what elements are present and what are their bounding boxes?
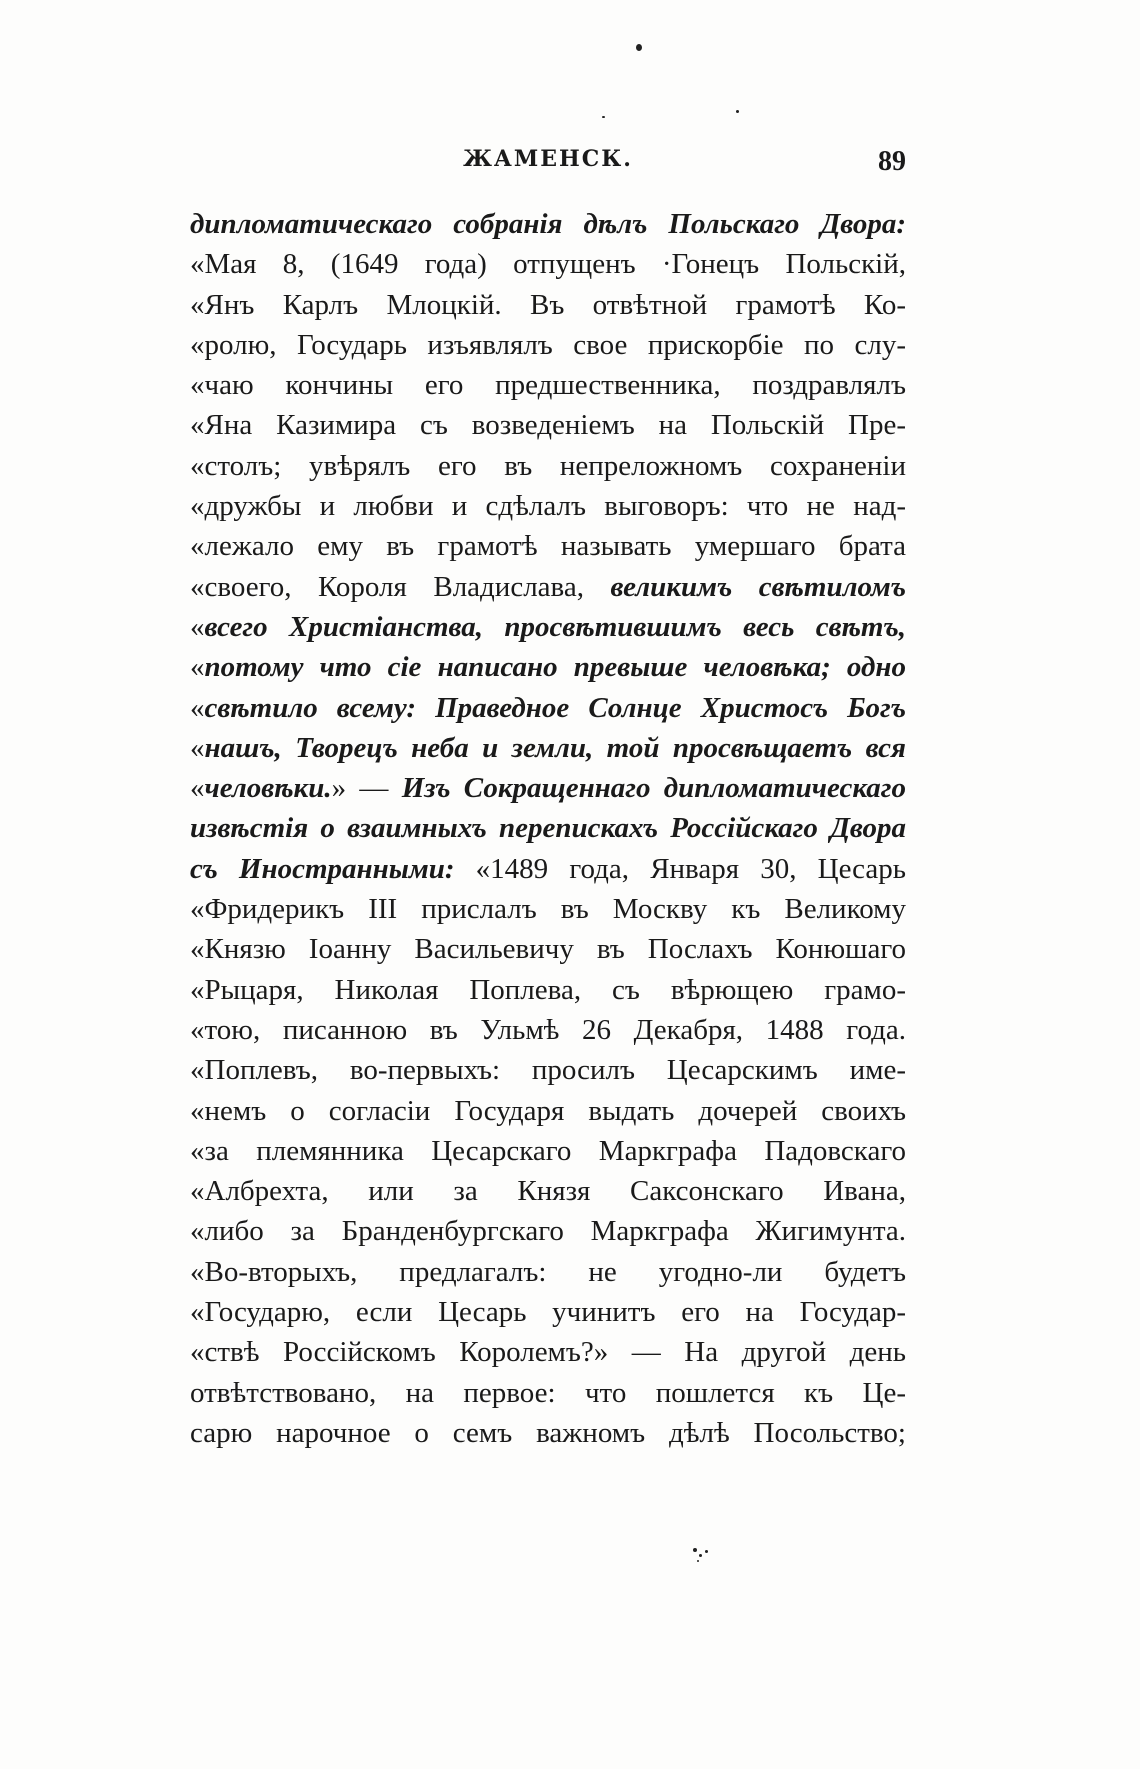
roman-text: « xyxy=(190,651,205,684)
text-line xyxy=(190,325,906,365)
roman-text: сарю нарочное о семъ важномъ дѣлѣ Посольство; xyxy=(190,1416,906,1449)
roman-text: «чаю кончины его предшественника, поздравлялъ xyxy=(190,369,906,402)
text-line xyxy=(190,1292,906,1332)
text-line xyxy=(190,728,906,768)
page-number: 89 xyxy=(878,146,906,177)
text-line xyxy=(190,204,906,244)
italic-text: нашъ, Творецъ неба и земли, той просвѣщаетъ вся xyxy=(204,731,906,764)
text-line xyxy=(190,1211,906,1251)
italic-text: Изъ Сокращеннаго дипломатическаго xyxy=(401,772,906,805)
ink-speck xyxy=(697,1560,699,1562)
italic-text: великимъ свѣтиломъ xyxy=(610,570,906,603)
running-head: ЖАМЕНСК. xyxy=(463,146,633,172)
text-line xyxy=(190,1373,906,1413)
ink-speck xyxy=(705,1550,708,1553)
text-line xyxy=(190,285,906,325)
ink-speck xyxy=(693,1548,697,1552)
text-line xyxy=(190,405,906,445)
text-line xyxy=(190,1332,906,1372)
roman-text: «Государю, если Цесарь учинитъ его на Государ- xyxy=(190,1296,906,1329)
roman-text: «Князю Іоанну Васильевичу въ Послахъ Конюшаго xyxy=(190,933,906,966)
roman-text: «Поплевъ, во-первыхъ: просилъ Цесарскимъ име- xyxy=(190,1054,906,1087)
text-line xyxy=(190,607,906,647)
roman-text: » — xyxy=(331,772,402,805)
ink-speck xyxy=(736,110,739,113)
text-line xyxy=(190,970,906,1010)
roman-text: «1489 года, Января 30, Цесарь xyxy=(454,852,906,885)
roman-text: «Фридерикъ III прислалъ въ Москву къ Великому xyxy=(190,893,906,926)
ink-speck xyxy=(699,1554,702,1557)
roman-text: « xyxy=(190,610,205,643)
text-line xyxy=(190,688,906,728)
roman-text: « xyxy=(190,772,205,805)
text-line xyxy=(190,567,906,607)
text-line xyxy=(190,526,906,566)
roman-text: «своего, Короля Владислава, xyxy=(190,570,611,603)
italic-text: дипломатическаго собранія дѣлъ Польскаго Двора: xyxy=(190,208,906,240)
italic-text: съ Иностранными: xyxy=(190,852,455,885)
italic-text: всего Христіанства, просвѣтившимъ весь свѣтъ, xyxy=(204,610,906,643)
italic-text: извѣстія о взаимныхъ перепискахъ Россійскаго Двора xyxy=(190,812,906,845)
text-line xyxy=(190,1171,906,1211)
roman-text: «Янъ Карлъ Млоцкій. Въ отвѣтной грамотѣ Ко- xyxy=(190,288,906,321)
roman-text: отвѣтствовано, на первое: что пошлется къ Це- xyxy=(190,1376,906,1409)
text-line xyxy=(190,244,906,284)
text-line xyxy=(190,889,906,929)
text-line xyxy=(190,929,906,969)
roman-text: « xyxy=(190,731,205,764)
roman-text: «Во-вторыхъ, предлагалъ: не угодно-ли будетъ xyxy=(190,1255,906,1288)
roman-text: « xyxy=(190,691,205,724)
text-line xyxy=(190,1050,906,1090)
text-line xyxy=(190,486,906,526)
roman-text: «дружбы и любви и сдѣлалъ выговоръ: что не над- xyxy=(190,490,906,523)
roman-text: «столъ; увѣрялъ его въ непреложномъ сохраненіи xyxy=(190,449,906,482)
roman-text: «Албрехта, или за Князя Саксонскаго Ивана, xyxy=(190,1175,906,1208)
italic-text: свѣтило всему: Праведное Солнце Христосъ Богъ xyxy=(204,691,906,724)
roman-text: «Мая 8, (1649 года) отпущенъ ·Гонецъ Польскій, xyxy=(190,248,906,281)
page-header xyxy=(190,146,906,186)
italic-text: потому что сіе написано превыше человѣка; одно xyxy=(204,651,906,684)
roman-text: «ствѣ Россійскомъ Королемъ?» — На другой день xyxy=(190,1336,906,1369)
roman-text: «Яна Казимира съ возведеніемъ на Польскій Пре- xyxy=(190,409,906,442)
ink-speck xyxy=(636,44,642,51)
body-text xyxy=(190,204,906,1453)
roman-text: «тою, писанною въ Ульмѣ 26 Декабря, 1488 года. xyxy=(190,1013,906,1046)
text-line xyxy=(190,808,906,848)
text-line xyxy=(190,365,906,405)
roman-text: «ролю, Государь изъявлялъ свое прискорбіе по слу- xyxy=(190,328,906,361)
roman-text: «либо за Бранденбургскаго Маркграфа Жигимунта. xyxy=(190,1215,906,1248)
roman-text: «немъ о согласіи Государя выдать дочерей своихъ xyxy=(190,1094,906,1127)
roman-text: «Рыцаря, Николая Поплева, съ вѣрющею грамо- xyxy=(190,973,906,1006)
text-line xyxy=(190,1010,906,1050)
text-line xyxy=(190,849,906,889)
text-line xyxy=(190,1413,906,1453)
text-line xyxy=(190,1091,906,1131)
roman-text: «лежало ему въ грамотѣ называть умершаго брата xyxy=(190,530,906,563)
roman-text: «за племянника Цесарскаго Маркграфа Падовскаго xyxy=(190,1134,906,1167)
ink-speck xyxy=(602,116,605,118)
text-line xyxy=(190,1131,906,1171)
text-line xyxy=(190,647,906,687)
text-line xyxy=(190,446,906,486)
text-line xyxy=(190,768,906,808)
italic-text: человѣки. xyxy=(204,772,332,805)
text-line xyxy=(190,1252,906,1292)
